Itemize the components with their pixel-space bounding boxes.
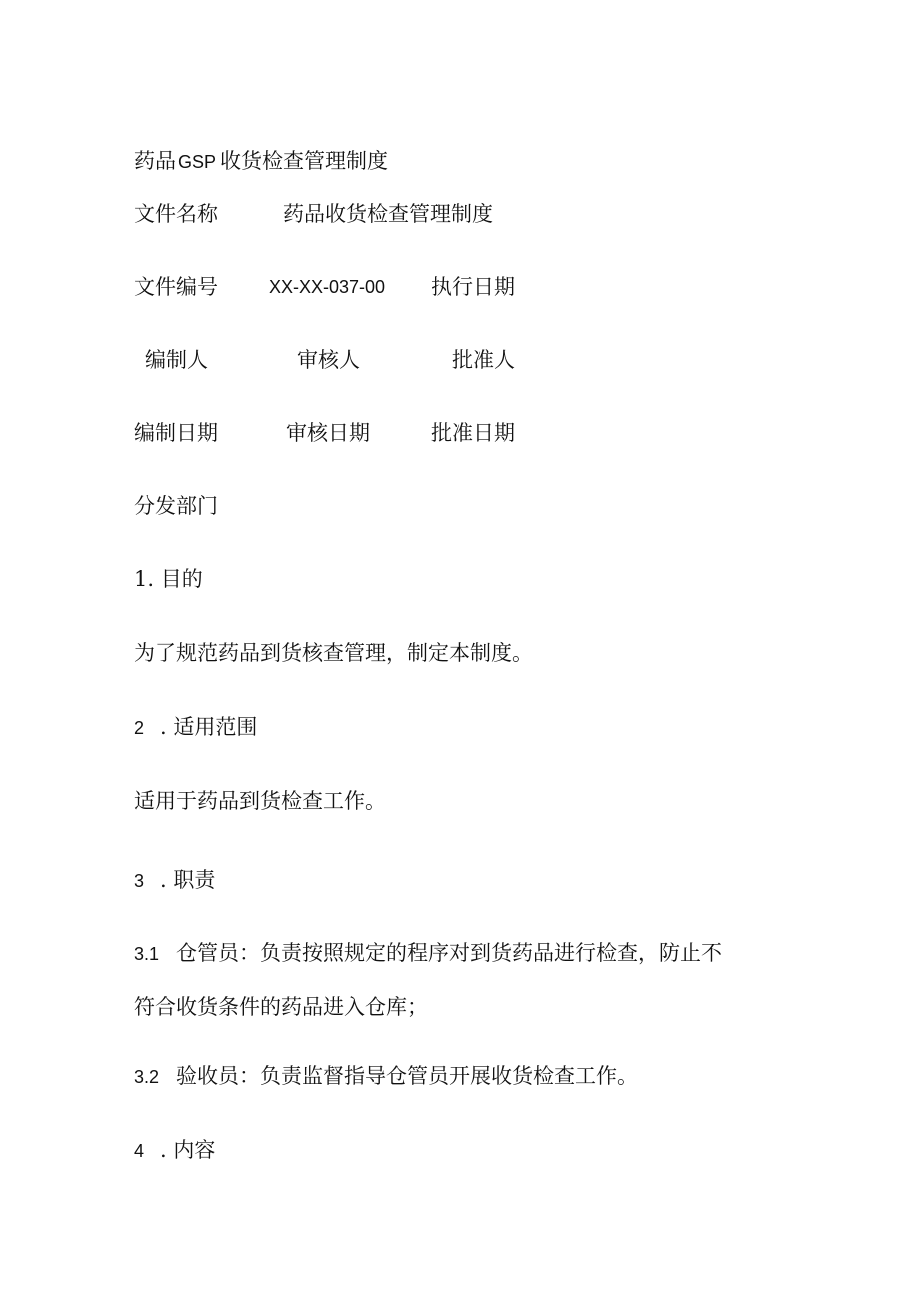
section-3-2-text: 验收员：负责监督指导仓管员开展收货检查工作。	[176, 1064, 638, 1088]
section-3-1-number: 3.1	[134, 944, 160, 964]
exec-date-label: 执行日期	[431, 275, 515, 299]
approver-label: 批准人	[452, 348, 515, 372]
file-number-label: 文件编号	[134, 275, 218, 299]
section-4-number: 4	[134, 1141, 145, 1161]
document-title	[134, 147, 388, 176]
approve-date-label: 批准日期	[431, 421, 515, 445]
section-2-number: 2	[134, 718, 145, 738]
section-3-title: . 职责	[160, 868, 216, 892]
distribution-dept-label: 分发部门	[134, 494, 218, 518]
section-3-1-text-line-2: 符合收货条件的药品进入仓库；	[134, 995, 428, 1019]
section-2-body: 适用于药品到货检查工作。	[134, 789, 386, 813]
reviewer-label: 审核人	[297, 348, 360, 372]
section-1-body: 为了规范药品到货核查管理，制定本制度。	[134, 641, 533, 665]
file-name-value: 药品收货检查管理制度	[283, 202, 493, 226]
section-3-2-number: 3.2	[134, 1067, 160, 1087]
compile-date-label: 编制日期	[134, 421, 218, 445]
section-2-heading	[134, 713, 257, 742]
section-3-1-text-line-1: 仓管员：负责按照规定的程序对到货药品进行检查，防止不	[176, 941, 722, 965]
title-gsp: GSP	[178, 152, 217, 172]
file-number-value: XX-XX-037-00	[269, 277, 386, 297]
title-prefix: 药品	[134, 149, 176, 173]
file-name-label: 文件名称	[134, 202, 218, 226]
section-3-2-item	[134, 1062, 638, 1091]
section-2-title: . 适用范围	[160, 715, 258, 739]
title-suffix: 收货检查管理制度	[220, 149, 389, 173]
section-3-heading	[134, 866, 215, 895]
section-3-number: 3	[134, 871, 145, 891]
review-date-label: 审核日期	[286, 421, 370, 445]
section-4-heading	[134, 1136, 215, 1165]
section-1-heading: 1. 目的	[134, 567, 203, 591]
section-3-1-item	[134, 939, 722, 968]
section-4-title: . 内容	[160, 1138, 216, 1162]
compiler-label: 编制人	[145, 348, 208, 372]
